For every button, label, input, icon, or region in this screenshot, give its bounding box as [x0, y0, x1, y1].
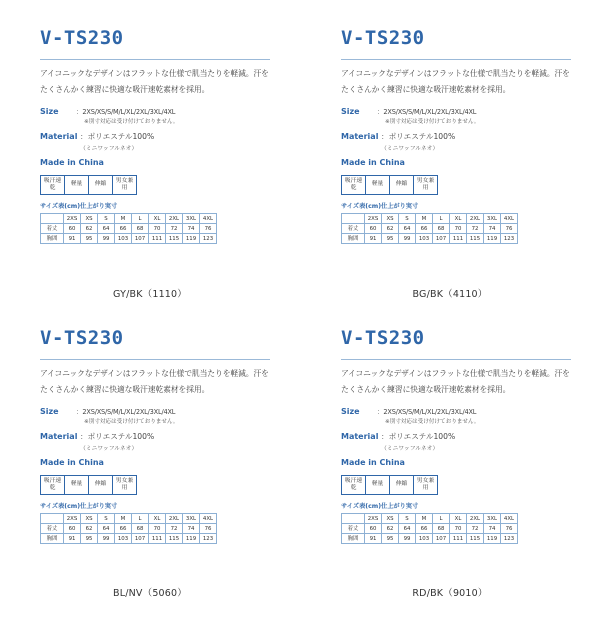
size-table-header: 3XL [484, 514, 501, 524]
size-table-cell: 123 [501, 234, 518, 244]
product-panel [341, 327, 571, 627]
material-sub: （ミニワッフルネオ） [381, 446, 439, 452]
divider [341, 59, 571, 60]
feature-badge: 男女兼用 [413, 475, 438, 495]
size-table-cell: 76 [200, 224, 217, 234]
size-table-cell: 胸囲 [41, 234, 64, 244]
size-table-header: 2XS [64, 514, 81, 524]
size-table-header: L [433, 514, 450, 524]
product-description: アイコニックなデザインはフラットな仕様で肌当たりを軽減。汗をたくさんかく練習に快適な吸汗速乾素材を採用。 [341, 369, 570, 394]
size-table-cell: 107 [433, 234, 450, 244]
feature-badges [40, 175, 270, 195]
size-table-cell: 103 [115, 534, 132, 544]
material-value: ：ポリエステル100% [381, 132, 456, 141]
size-table-cell: 66 [416, 224, 433, 234]
divider [40, 59, 270, 60]
size-label: Size [341, 407, 360, 416]
size-table [40, 213, 217, 244]
product-title: V-TS230 [341, 327, 425, 349]
size-table-cell: 68 [132, 224, 149, 234]
size-table-cell: 胸囲 [342, 234, 365, 244]
size-table-cell: 64 [399, 524, 416, 534]
size-table-cell: 74 [484, 524, 501, 534]
size-label: Size [40, 107, 59, 116]
product-title: V-TS230 [341, 27, 425, 49]
size-table-header: S [399, 514, 416, 524]
feature-badge: 吸汗速乾 [341, 175, 366, 195]
size-table-cell: 62 [81, 224, 98, 234]
size-table-cell: 76 [501, 524, 518, 534]
size-table-cell: 99 [98, 234, 115, 244]
product-panel [40, 27, 270, 327]
size-table-header: S [98, 514, 115, 524]
size-value: ：2XS/XS/S/M/L/XL/2XL/3XL/4XL [377, 108, 477, 116]
size-table-cell: 64 [98, 224, 115, 234]
feature-badge: 吸汗速乾 [40, 175, 65, 195]
size-table-cell: 111 [149, 234, 166, 244]
size-table [40, 513, 217, 544]
size-table-header: 2XS [365, 214, 382, 224]
size-table-cell: 76 [200, 524, 217, 534]
size-table-header: 2XL [166, 214, 183, 224]
size-table-title: サイズ表(cm)仕上がり実寸 [341, 203, 419, 210]
size-table-cell: 103 [115, 234, 132, 244]
size-table-cell: 70 [450, 224, 467, 234]
size-table-header: 2XS [365, 514, 382, 524]
size-table-header: S [98, 214, 115, 224]
size-table-cell: 72 [467, 224, 484, 234]
color-code-label: RD/BK（9010） [412, 588, 488, 599]
material-sub: （ミニワッフルネオ） [381, 146, 439, 152]
size-table-cell: 91 [64, 534, 81, 544]
size-table-header: 3XL [183, 514, 200, 524]
feature-badge: 軽量 [64, 475, 89, 495]
size-note: ※別寸対応は受け付けておりません。 [385, 419, 480, 425]
feature-badge: 吸汗速乾 [40, 475, 65, 495]
feature-badge: 伸縮 [389, 475, 414, 495]
size-table-header: 4XL [501, 214, 518, 224]
size-table-cell: 95 [81, 534, 98, 544]
size-table-cell: 115 [166, 534, 183, 544]
size-table-cell: 68 [433, 224, 450, 234]
size-table-cell: 62 [81, 524, 98, 534]
size-table-cell: 74 [183, 524, 200, 534]
divider [341, 359, 571, 360]
size-table-cell: 119 [484, 234, 501, 244]
size-table-cell: 91 [365, 534, 382, 544]
feature-badge: 伸縮 [88, 175, 113, 195]
feature-badges [341, 175, 571, 195]
size-table-cell: 115 [166, 234, 183, 244]
size-table-cell: 119 [183, 234, 200, 244]
size-table-cell: 99 [98, 534, 115, 544]
made-in: Made in China [40, 458, 104, 467]
size-table-header [342, 214, 365, 224]
size-note: ※別寸対応は受け付けておりません。 [385, 119, 480, 125]
size-table-cell: 123 [200, 534, 217, 544]
material-label: Material [40, 132, 78, 141]
size-note: ※別寸対応は受け付けておりません。 [84, 119, 179, 125]
color-code-label: BL/NV（5060） [113, 588, 187, 599]
size-table-header: 3XL [183, 214, 200, 224]
size-table-cell: 95 [81, 234, 98, 244]
size-label: Size [341, 107, 360, 116]
feature-badges [341, 475, 571, 495]
size-table-header: 4XL [501, 514, 518, 524]
size-table-title: サイズ表(cm)仕上がり実寸 [40, 503, 118, 510]
product-panel [40, 327, 270, 627]
size-table-cell: 95 [382, 534, 399, 544]
size-table-cell: 103 [416, 234, 433, 244]
size-table [341, 213, 518, 244]
size-value: ：2XS/XS/S/M/L/XL/2XL/3XL/4XL [377, 408, 477, 416]
material-value: ：ポリエステル100% [80, 132, 155, 141]
size-table-cell: 111 [450, 534, 467, 544]
made-in: Made in China [341, 458, 405, 467]
product-description: アイコニックなデザインはフラットな仕様で肌当たりを軽減。汗をたくさんかく練習に快適な吸汗速乾素材を採用。 [40, 369, 269, 394]
size-table-cell: 99 [399, 234, 416, 244]
feature-badge: 吸汗速乾 [341, 475, 366, 495]
size-table-cell: 64 [399, 224, 416, 234]
size-table-header: 4XL [200, 214, 217, 224]
material-label: Material [341, 132, 379, 141]
size-table-cell: 119 [183, 534, 200, 544]
feature-badge: 軽量 [365, 475, 390, 495]
size-table-cell: 66 [115, 224, 132, 234]
feature-badge: 伸縮 [389, 175, 414, 195]
size-table-title: サイズ表(cm)仕上がり実寸 [341, 503, 419, 510]
size-table-cell: 111 [450, 234, 467, 244]
size-table-cell: 95 [382, 234, 399, 244]
size-table-header: 2XL [467, 514, 484, 524]
material-value: ：ポリエステル100% [80, 432, 155, 441]
made-in: Made in China [40, 158, 104, 167]
size-table-title: サイズ表(cm)仕上がり実寸 [40, 203, 118, 210]
size-table-cell: 74 [484, 224, 501, 234]
product-title: V-TS230 [40, 327, 124, 349]
size-table-cell: 72 [467, 524, 484, 534]
size-table-cell: 胸囲 [342, 534, 365, 544]
size-table-cell: 107 [132, 534, 149, 544]
size-table-cell: 123 [501, 534, 518, 544]
size-table-header: M [115, 514, 132, 524]
color-code-label: BG/BK（4110） [412, 289, 488, 300]
size-table-cell: 70 [149, 524, 166, 534]
size-table-header [342, 514, 365, 524]
size-table-cell: 72 [166, 524, 183, 534]
size-table-cell: 胸囲 [41, 534, 64, 544]
size-table-cell: 123 [200, 234, 217, 244]
color-code-label: GY/BK（1110） [112, 289, 188, 300]
size-table-cell: 60 [64, 224, 81, 234]
size-table-header: XS [382, 514, 399, 524]
material-label: Material [341, 432, 379, 441]
size-table-header: XS [382, 214, 399, 224]
size-table-header: XL [450, 214, 467, 224]
size-table-header: 2XL [467, 214, 484, 224]
feature-badge: 軽量 [64, 175, 89, 195]
size-table-header: XL [149, 514, 166, 524]
feature-badge: 伸縮 [88, 475, 113, 495]
size-value: ：2XS/XS/S/M/L/XL/2XL/3XL/4XL [76, 108, 176, 116]
size-table-cell: 76 [501, 224, 518, 234]
size-table-header: M [115, 214, 132, 224]
size-table-cell: 68 [132, 524, 149, 534]
made-in: Made in China [341, 158, 405, 167]
size-table-cell: 64 [98, 524, 115, 534]
size-table-header: L [132, 214, 149, 224]
feature-badge: 男女兼用 [413, 175, 438, 195]
size-table-cell: 62 [382, 224, 399, 234]
size-table-cell: 着丈 [41, 224, 64, 234]
size-table-cell: 99 [399, 534, 416, 544]
size-table-header: XL [149, 214, 166, 224]
size-table-header: 4XL [200, 514, 217, 524]
size-table-cell: 119 [484, 534, 501, 544]
material-value: ：ポリエステル100% [381, 432, 456, 441]
material-sub: （ミニワッフルネオ） [80, 146, 138, 152]
size-table-cell: 着丈 [342, 224, 365, 234]
size-table-cell: 103 [416, 534, 433, 544]
size-table-cell: 着丈 [41, 524, 64, 534]
size-table-cell: 115 [467, 234, 484, 244]
size-table-cell: 107 [433, 534, 450, 544]
size-table-cell: 着丈 [342, 524, 365, 534]
product-panel [341, 27, 571, 327]
size-table-cell: 91 [365, 234, 382, 244]
size-table-header: S [399, 214, 416, 224]
feature-badge: 軽量 [365, 175, 390, 195]
size-table-cell: 70 [450, 524, 467, 534]
size-table-cell: 60 [64, 524, 81, 534]
size-table-cell: 68 [433, 524, 450, 534]
size-table-cell: 72 [166, 224, 183, 234]
size-value: ：2XS/XS/S/M/L/XL/2XL/3XL/4XL [76, 408, 176, 416]
size-table-header: XS [81, 514, 98, 524]
material-sub: （ミニワッフルネオ） [80, 446, 138, 452]
size-table-cell: 62 [382, 524, 399, 534]
size-label: Size [40, 407, 59, 416]
feature-badges [40, 475, 270, 495]
product-title: V-TS230 [40, 27, 124, 49]
size-table-cell: 66 [416, 524, 433, 534]
size-note: ※別寸対応は受け付けておりません。 [84, 419, 179, 425]
size-table-cell: 74 [183, 224, 200, 234]
size-table-header [41, 214, 64, 224]
material-label: Material [40, 432, 78, 441]
size-table-header [41, 514, 64, 524]
feature-badge: 男女兼用 [112, 175, 137, 195]
product-description: アイコニックなデザインはフラットな仕様で肌当たりを軽減。汗をたくさんかく練習に快適な吸汗速乾素材を採用。 [40, 69, 269, 94]
size-table-header: M [416, 214, 433, 224]
size-table-cell: 107 [132, 234, 149, 244]
size-table-cell: 115 [467, 534, 484, 544]
size-table-cell: 60 [365, 224, 382, 234]
size-table-header: L [132, 514, 149, 524]
size-table-cell: 66 [115, 524, 132, 534]
size-table-header: 2XS [64, 214, 81, 224]
size-table-header: 3XL [484, 214, 501, 224]
size-table-cell: 60 [365, 524, 382, 534]
size-table-cell: 111 [149, 534, 166, 544]
product-description: アイコニックなデザインはフラットな仕様で肌当たりを軽減。汗をたくさんかく練習に快適な吸汗速乾素材を採用。 [341, 69, 570, 94]
feature-badge: 男女兼用 [112, 475, 137, 495]
size-table-header: 2XL [166, 514, 183, 524]
size-table [341, 513, 518, 544]
size-table-header: M [416, 514, 433, 524]
size-table-cell: 91 [64, 234, 81, 244]
divider [40, 359, 270, 360]
size-table-header: XL [450, 514, 467, 524]
size-table-header: L [433, 214, 450, 224]
size-table-header: XS [81, 214, 98, 224]
size-table-cell: 70 [149, 224, 166, 234]
